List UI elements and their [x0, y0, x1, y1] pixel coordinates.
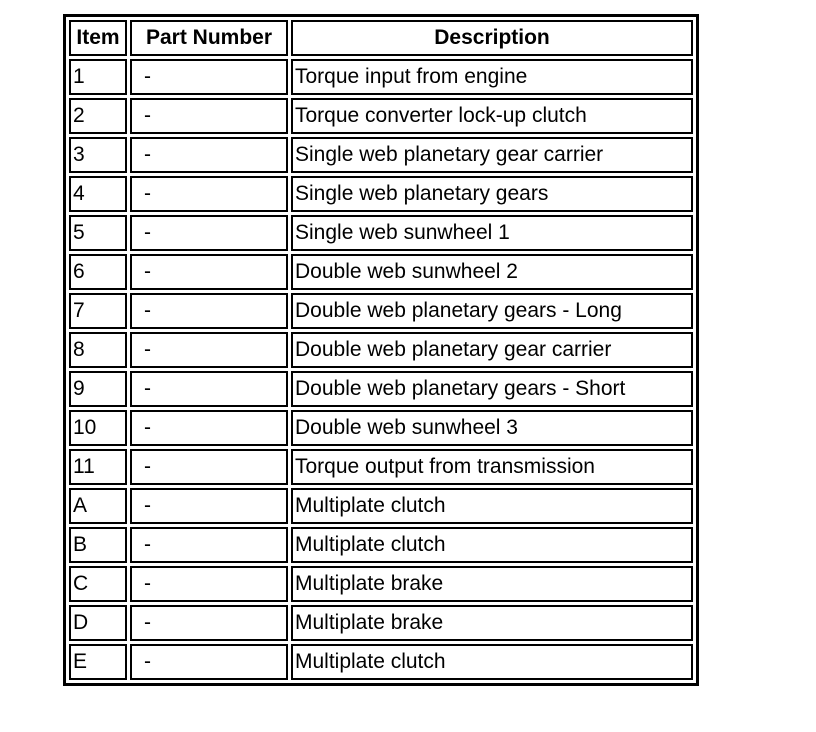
table-row	[69, 137, 693, 173]
header-description: Description	[291, 20, 693, 56]
table-row	[69, 371, 693, 407]
table-row	[69, 644, 693, 680]
cell-part-number: -	[130, 176, 288, 212]
cell-item: E	[69, 644, 127, 680]
cell-part-number: -	[130, 449, 288, 485]
cell-item: D	[69, 605, 127, 641]
cell-item: 2	[69, 98, 127, 134]
cell-part-number: -	[130, 527, 288, 563]
cell-description: Single web sunwheel 1	[291, 215, 693, 251]
cell-description: Multiplate clutch	[291, 527, 693, 563]
table-row	[69, 449, 693, 485]
cell-description: Multiplate brake	[291, 605, 693, 641]
cell-part-number: -	[130, 605, 288, 641]
cell-description: Torque output from transmission	[291, 449, 693, 485]
table-header-row	[69, 20, 693, 56]
cell-description: Double web planetary gears - Short	[291, 371, 693, 407]
cell-description: Multiplate clutch	[291, 644, 693, 680]
table-row	[69, 605, 693, 641]
cell-description: Single web planetary gear carrier	[291, 137, 693, 173]
cell-item: 11	[69, 449, 127, 485]
cell-description: Double web sunwheel 2	[291, 254, 693, 290]
header-item: Item	[69, 20, 127, 56]
cell-item: 9	[69, 371, 127, 407]
table-row	[69, 59, 693, 95]
table-row	[69, 332, 693, 368]
cell-description: Double web planetary gear carrier	[291, 332, 693, 368]
table-row	[69, 410, 693, 446]
table-row	[69, 176, 693, 212]
table-row	[69, 293, 693, 329]
table-body	[69, 59, 693, 680]
cell-part-number: -	[130, 332, 288, 368]
cell-part-number: -	[130, 488, 288, 524]
cell-part-number: -	[130, 644, 288, 680]
table-row	[69, 254, 693, 290]
cell-item: A	[69, 488, 127, 524]
cell-description: Multiplate brake	[291, 566, 693, 602]
cell-description: Multiplate clutch	[291, 488, 693, 524]
cell-part-number: -	[130, 59, 288, 95]
header-part-number: Part Number	[130, 20, 288, 56]
cell-item: 3	[69, 137, 127, 173]
cell-part-number: -	[130, 293, 288, 329]
cell-description: Double web sunwheel 3	[291, 410, 693, 446]
cell-part-number: -	[130, 371, 288, 407]
cell-part-number: -	[130, 410, 288, 446]
cell-item: C	[69, 566, 127, 602]
cell-item: 6	[69, 254, 127, 290]
cell-description: Torque input from engine	[291, 59, 693, 95]
cell-part-number: -	[130, 566, 288, 602]
table-row	[69, 215, 693, 251]
table-row	[69, 527, 693, 563]
table-row	[69, 566, 693, 602]
cell-part-number: -	[130, 215, 288, 251]
cell-part-number: -	[130, 137, 288, 173]
cell-item: 10	[69, 410, 127, 446]
cell-item: B	[69, 527, 127, 563]
cell-item: 8	[69, 332, 127, 368]
cell-part-number: -	[130, 98, 288, 134]
cell-item: 5	[69, 215, 127, 251]
table-row	[69, 488, 693, 524]
cell-description: Single web planetary gears	[291, 176, 693, 212]
cell-item: 4	[69, 176, 127, 212]
cell-part-number: -	[130, 254, 288, 290]
cell-description: Double web planetary gears - Long	[291, 293, 693, 329]
parts-table	[63, 14, 699, 686]
cell-description: Torque converter lock-up clutch	[291, 98, 693, 134]
cell-item: 1	[69, 59, 127, 95]
cell-item: 7	[69, 293, 127, 329]
table-row	[69, 98, 693, 134]
